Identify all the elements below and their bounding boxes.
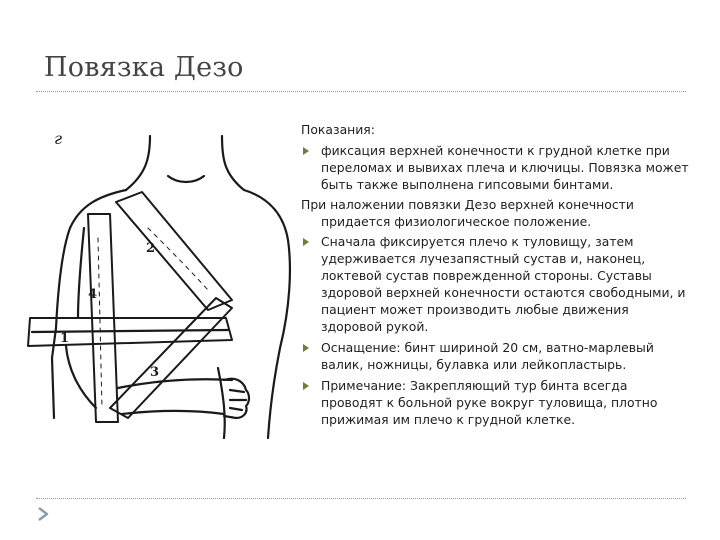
bullet-item	[301, 378, 693, 429]
bullet-text: Оснащение: бинт шириной 20 см, ватно-марлевый валик, ножницы, булавка или лейкопластырь.	[321, 339, 654, 372]
turn-label-2: 2	[146, 241, 156, 256]
bullet-text: Примечание: Закрепляющий тур бинта всегда проводят к больной руке вокруг туловища, плотно прижимая им плечо к грудной клетке.	[321, 377, 658, 427]
neck-outline	[126, 136, 150, 190]
content-text	[301, 122, 693, 428]
bullet-arrow-icon	[303, 238, 309, 246]
bullet-arrow-icon	[303, 382, 309, 390]
title-divider	[36, 91, 686, 92]
turn-label-4: 4	[88, 287, 98, 302]
position-paragraph: При наложении повязки Дезо верхней конечности придается физиологическое положение.	[301, 196, 634, 229]
bullet-arrow-icon	[303, 147, 309, 155]
turn-label-3: 3	[150, 365, 160, 380]
bullet-item	[301, 143, 693, 194]
bandage-illustration	[18, 118, 310, 448]
bullet-item	[301, 234, 693, 335]
bullet-item	[301, 340, 693, 374]
next-slide-icon[interactable]	[36, 506, 50, 525]
bullet-text: Сначала фиксируется плечо к туловищу, затем удерживается лучезапястный сустав и, наконец, локтевой сустав поврежденной стороны. Суставы здоровой верхней конечности остаются свободными, и пациент может производить любые движения здоровой рукой.	[321, 234, 686, 334]
bandage-turn-diagonal	[116, 192, 232, 310]
hand-outline	[224, 379, 249, 418]
turn-label-1: 1	[60, 331, 70, 346]
bandage-drawing	[18, 118, 310, 448]
bullet-text: фиксация верхней конечности к грудной клетке при переломах и вывихах плеча и ключицы. Повязка может быть также выполнена гипсовыми бинтами.	[321, 142, 689, 192]
bullet-arrow-icon	[303, 344, 309, 352]
indications-heading: Показания:	[301, 122, 375, 137]
figure-panel-letter: г	[54, 129, 63, 148]
footer-divider	[36, 498, 686, 499]
slide-title: Повязка Дезо	[44, 52, 244, 83]
next-slide-glyph	[36, 507, 50, 521]
